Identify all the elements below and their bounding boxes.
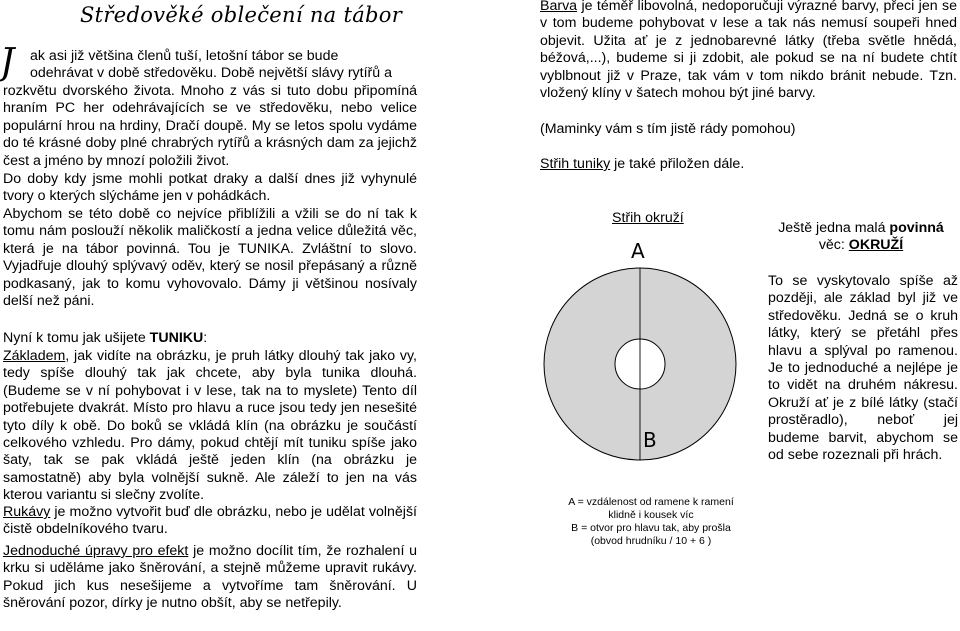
paragraph-upravy bbox=[3, 543, 417, 613]
paragraph-tunic-intro: Abychom se této době co nejvíce přiblížili a vžili se do ní tak k tomu nám poslouží několik maličkostí a jedna velice důležitá věc, která je na tábor povinná. Tou je TUNIKA. Zvláštní to slovo. Vyjadřuje dlouhý splývavý oděv, který se nosil přepásaný a různě podkasaný, jak to komu vyhovovalo. Dámy ji většinou nosívaly delší než páni. bbox=[3, 206, 417, 310]
okruzi-note-title bbox=[765, 220, 957, 255]
note-title-bold: povinná bbox=[889, 220, 944, 236]
paragraph-zaklad bbox=[3, 348, 417, 505]
caption-line: (obvod hrudníku / 10 + 6 ) bbox=[590, 535, 712, 547]
howto-bold: TUNIKU bbox=[149, 330, 204, 346]
okruzi-diagram bbox=[540, 232, 740, 497]
drop-cap: J bbox=[0, 42, 15, 83]
zaklad-text: , jak vidíte na obrázku, je pruh látky dlouhý tak jako vy, tedy spíše dlouhý tak jak chcete, aby byla tunika dlouhá. (Budeme se v ní pohybovat i v lese, tak na to myslete) Tento díl potřebujete dvakrát. Místo pro hlavu a ruce jsou tedy jen nesešité tyto díly k obě. Do boků se vkládá klín (na obrázku je součástí celkového vzhledu. Pro dámy, pokud chtějí mít tuniku spíše jako šaty, tak se pak vkládá ještě jeden klín (na obrázku je samostatně) aby byla volnější sukně. Ale záleží to jen na vás kterou variantu si slečny zvolíte. bbox=[3, 348, 417, 504]
paragraph-rukavy bbox=[3, 504, 417, 539]
letter-b: B bbox=[643, 428, 657, 452]
caption-line: klidně i kousek víc bbox=[608, 509, 694, 521]
note-title-lead: Ještě jedna malá bbox=[778, 220, 890, 236]
paragraph-barva bbox=[540, 0, 957, 102]
howto-end: : bbox=[203, 330, 208, 346]
strih-tuniky-heading: Střih tuniky bbox=[540, 156, 611, 172]
intro-rest: rozkvětu dvorského života. Mnoho z vás si tuto dobu připomíná hraním PC her odehrávajících se ve středověku, nebo velice populární hrou na hrdiny, Dračí doupě. My se letos spolu vydáme do té krásné doby plné chrabrých rytířů a krásných dam za jejichž čest a jméno by mnozí položili život. bbox=[3, 83, 417, 169]
okruzi-label: Střih okruží bbox=[612, 210, 684, 226]
intro-line2: odehrávat v době středověku. Době největší slávy rytířů a bbox=[30, 65, 392, 82]
caption-line: A = vzdálenost od ramene k ramení bbox=[568, 496, 734, 508]
okruzi-note-body: To se vyskytovalo spíše až později, ale základ byl již ve středověku. Jedná se o kruh látky, který se přetáhl přes hlavu a splýval po ramenou. Je to jednoduché a nejlépe je to vidět na druhém nákresu. Okruží ať je z bílé látky (stačí prostěradlo), neboť jej budeme barvit, abychom se od sebe rozeznali při hrách. bbox=[768, 273, 958, 464]
howto-lead: Nyní k tomu jak ušijete bbox=[3, 330, 150, 346]
upravy-text: je možno docílit tím, že rozhalení u krku si uděláme jako šněrování, a stejně můžeme upravit rukávy. Pokud jich kus nesešijeme a vytvoříme tam šněrování. U šněrování pozor, dírky je nutno obšít, aby se netřepily. bbox=[3, 543, 417, 612]
diagram-caption bbox=[556, 496, 746, 548]
maminky-note: (Maminky vám s tím jistě rády pomohou) bbox=[540, 121, 796, 137]
rukavy-heading: Rukávy bbox=[3, 504, 51, 520]
caption-line: B = otvor pro hlavu tak, aby prošla bbox=[571, 522, 731, 534]
intro-paragraph bbox=[30, 48, 418, 83]
note-title-okruzi: OKRUŽÍ bbox=[848, 237, 904, 254]
strih-tuniky-line bbox=[540, 156, 957, 173]
intro-line1: ak asi již většina členů tuší, letošní tábor se bude bbox=[30, 48, 339, 64]
barva-heading: Barva bbox=[540, 0, 578, 14]
upravy-heading: Jednoduché úpravy pro efekt bbox=[3, 543, 189, 559]
paragraph-dragons: Do doby kdy jsme mohli potkat draky a další dnes již vyhynulé tvory o kterých slýcháme jen v pohádkách. bbox=[3, 171, 417, 205]
letter-a: A bbox=[631, 239, 645, 263]
zaklad-heading: Základem bbox=[3, 348, 66, 364]
note-title-lead2: věc: bbox=[818, 237, 849, 254]
page-title: Středověké oblečení na tábor bbox=[80, 3, 403, 27]
barva-text: je téměř libovolná, nedoporučuji výrazné barvy, přeci jen se v tom budeme pohybovat v lese a tak nás nemusí soupeři hned objevit. Užita ať je z jednobarevné látky (třeba světle hnědá, béžová,...), budeme si ji zdobit, ale pokud se na ní budete chtít vyblbnout již v Praze, tak vám v tom nikdo bránit nebude. Tzn. vložený klíny v šatech mohou být jiné barvy. bbox=[540, 0, 957, 102]
howto-heading bbox=[3, 330, 417, 347]
strih-tuniky-text: je také přiložen dále. bbox=[610, 156, 745, 172]
rukavy-text: je možno vytvořit buď dle obrázku, nebo je udělat volnější čistě obdelníkového tvaru. bbox=[3, 504, 417, 538]
